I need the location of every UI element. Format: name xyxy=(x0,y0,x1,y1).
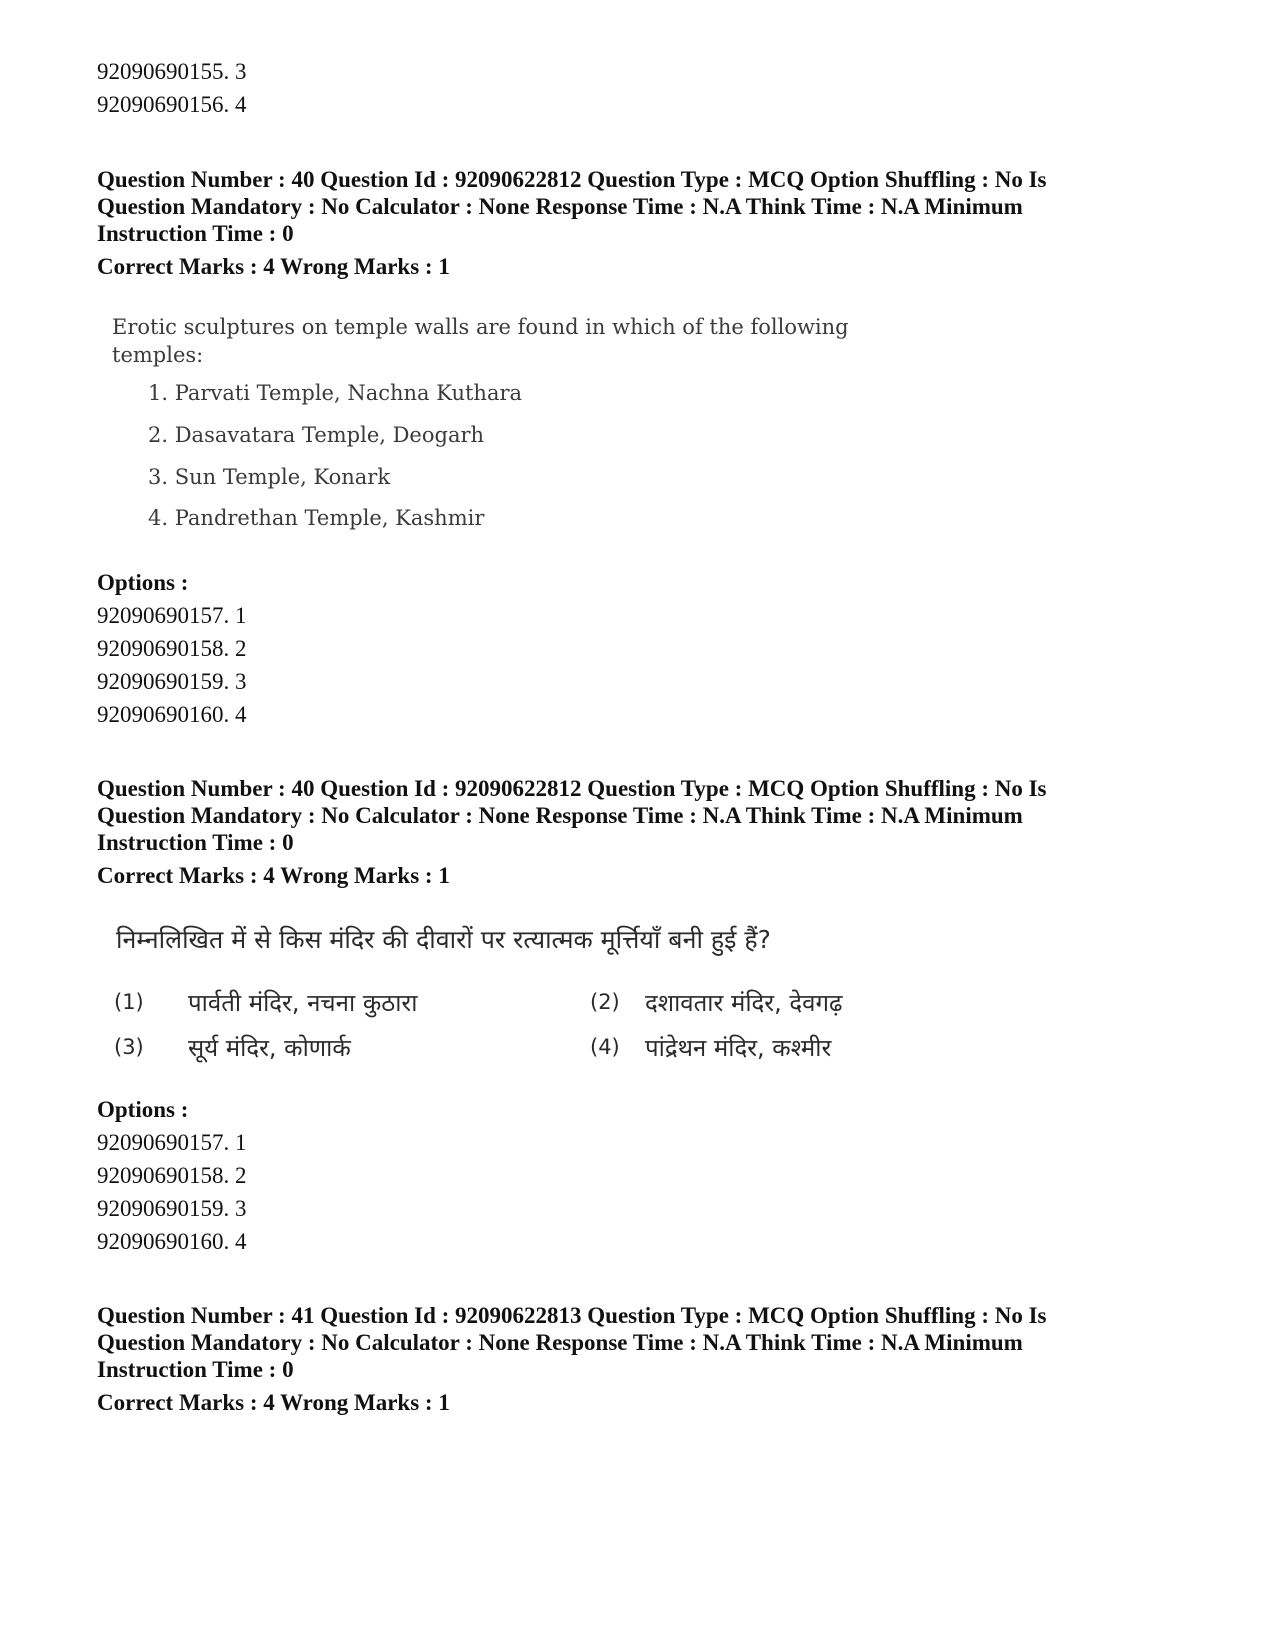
question-choice: 4. Pandrethan Temple, Kashmir xyxy=(148,506,485,530)
options-label: Options : xyxy=(97,570,189,595)
choice-number: (1) xyxy=(114,990,144,1014)
question-header-line: Question Number : 41 Question Id : 92090622813 Question Type : MCQ Option Shuffling : No Is xyxy=(97,1303,1047,1328)
marks-line: Correct Marks : 4 Wrong Marks : 1 xyxy=(97,1390,450,1415)
choice-number: (3) xyxy=(114,1035,144,1059)
question-choice: दशावतार मंदिर, देवगढ़ xyxy=(645,989,843,1017)
question-header-line: Instruction Time : 0 xyxy=(97,1357,294,1382)
question-stem-line: Erotic sculptures on temple walls are found in which of the following xyxy=(112,315,849,339)
question-stem: निम्नलिखित में से किस मंदिर की दीवारों पर रत्यात्मक मूर्त्तियाँ बनी हुई हैं? xyxy=(116,925,771,954)
question-header-line: Question Mandatory : No Calculator : None Response Time : N.A Think Time : N.A Minimum xyxy=(97,803,1023,828)
question-header-line: Question Number : 40 Question Id : 92090622812 Question Type : MCQ Option Shuffling : No Is xyxy=(97,776,1047,801)
choice-number: (2) xyxy=(590,990,620,1014)
marks-line: Correct Marks : 4 Wrong Marks : 1 xyxy=(97,863,450,888)
question-header-line: Instruction Time : 0 xyxy=(97,830,294,855)
question-choice: पांद्रेथन मंदिर, कश्मीर xyxy=(645,1034,832,1062)
question-header-line: Instruction Time : 0 xyxy=(97,221,294,246)
option-line: 92090690157. 1 xyxy=(97,1130,247,1155)
option-line: 92090690160. 4 xyxy=(97,702,247,727)
option-line: 92090690157. 1 xyxy=(97,603,247,628)
question-choice: 1. Parvati Temple, Nachna Kuthara xyxy=(148,381,523,405)
choice-number: (4) xyxy=(590,1035,620,1059)
option-line: 92090690159. 3 xyxy=(97,669,247,694)
option-line: 92090690156. 4 xyxy=(97,92,247,117)
options-label: Options : xyxy=(97,1097,189,1122)
question-header-line: Question Number : 40 Question Id : 92090622812 Question Type : MCQ Option Shuffling : No Is xyxy=(97,167,1047,192)
option-line: 92090690158. 2 xyxy=(97,636,247,661)
question-stem-line: temples: xyxy=(112,343,204,367)
question-choice: सूर्य मंदिर, कोणार्क xyxy=(188,1034,351,1062)
question-image-english xyxy=(112,313,849,530)
option-line: 92090690158. 2 xyxy=(97,1163,247,1188)
option-line: 92090690159. 3 xyxy=(97,1196,247,1221)
option-line: 92090690155. 3 xyxy=(97,59,247,84)
question-header-line: Question Mandatory : No Calculator : None Response Time : N.A Think Time : N.A Minimum xyxy=(97,194,1023,219)
question-choice: पार्वती मंदिर, नचना कुठारा xyxy=(188,989,418,1017)
question-choice: 2. Dasavatara Temple, Deogarh xyxy=(148,423,485,447)
option-line: 92090690160. 4 xyxy=(97,1229,247,1254)
marks-line: Correct Marks : 4 Wrong Marks : 1 xyxy=(97,254,450,279)
question-choice: 3. Sun Temple, Konark xyxy=(148,465,391,489)
question-header-line: Question Mandatory : No Calculator : None Response Time : N.A Think Time : N.A Minimum xyxy=(97,1330,1023,1355)
